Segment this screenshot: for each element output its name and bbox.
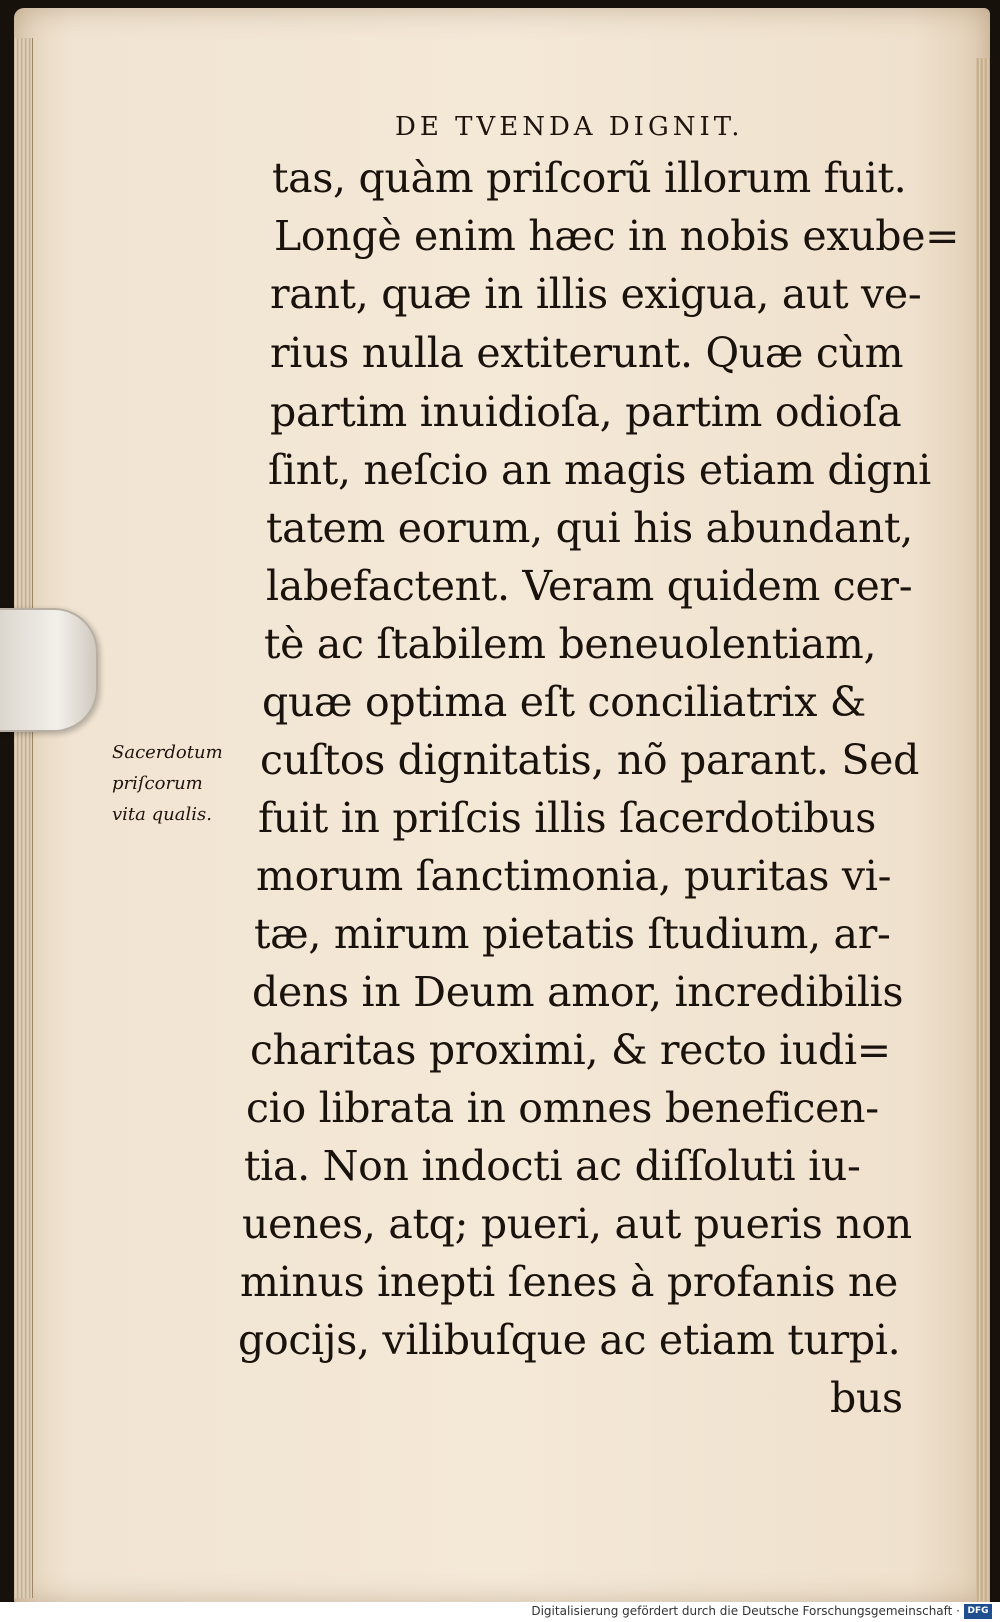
text-line: tia. Non indocti ac diſſoluti iu- [244,1142,861,1190]
margin-note-line: Sacerdotum [112,742,223,763]
text-line: fuit in priſcis illis ſacerdotibus [258,794,877,842]
text-line: labefactent. Veram quidem cer- [266,562,913,610]
margin-note-line: priſcorum [112,773,203,794]
dfg-logo: DFG [964,1604,992,1619]
footer-credit: Digitalisierung gefördert durch die Deutsche Forschungsgemeinschaft · [531,1604,960,1618]
text-line: rant, quæ in illis exigua, aut ve- [270,270,922,318]
text-line: tatem eorum, qui his abundant, [266,504,913,552]
text-line: bus [830,1374,903,1422]
text-line: tas, quàm priſcorũ illorum fuit. [272,154,907,202]
footer-bar [0,1602,1000,1622]
text-line: morum ſanctimonia, puritas vi- [256,852,892,900]
text-line: uenes, atq; pueri, aut pueris non [242,1200,912,1248]
text-line: ſint, neſcio an magis etiam digni [268,446,931,494]
margin-note [112,737,223,830]
text-line: minus inepti ſenes à profanis ne [240,1258,898,1306]
text-line: charitas proximi, & recto iudi= [250,1026,891,1074]
text-line: quæ optima eſt conciliatrix & [262,678,866,726]
page-clip [0,608,98,732]
text-line: dens in Deum amor, incredibilis [252,968,904,1016]
text-line: tæ, mirum pietatis ſtudium, ar- [254,910,891,958]
running-title: DE TVENDA DIGNIT. [395,112,744,142]
text-line: rius nulla extiterunt. Quæ cùm [270,329,904,377]
text-line: cuſtos dignitatis, nõ parant. Sed [260,736,920,784]
page-edges-left [14,38,33,1598]
text-line: tè ac ſtabilem beneuolentiam, [264,620,877,668]
page-edges-right [976,58,990,1608]
margin-note-line: vita qualis. [112,804,212,825]
text-line: cio librata in omnes beneficen- [246,1084,879,1132]
text-line: gocijs, vilibuſque ac etiam turpi. [238,1316,901,1364]
text-line: Longè enim hæc in nobis exube= [274,212,960,260]
text-line: partim inuidioſa, partim odioſa [270,388,902,436]
